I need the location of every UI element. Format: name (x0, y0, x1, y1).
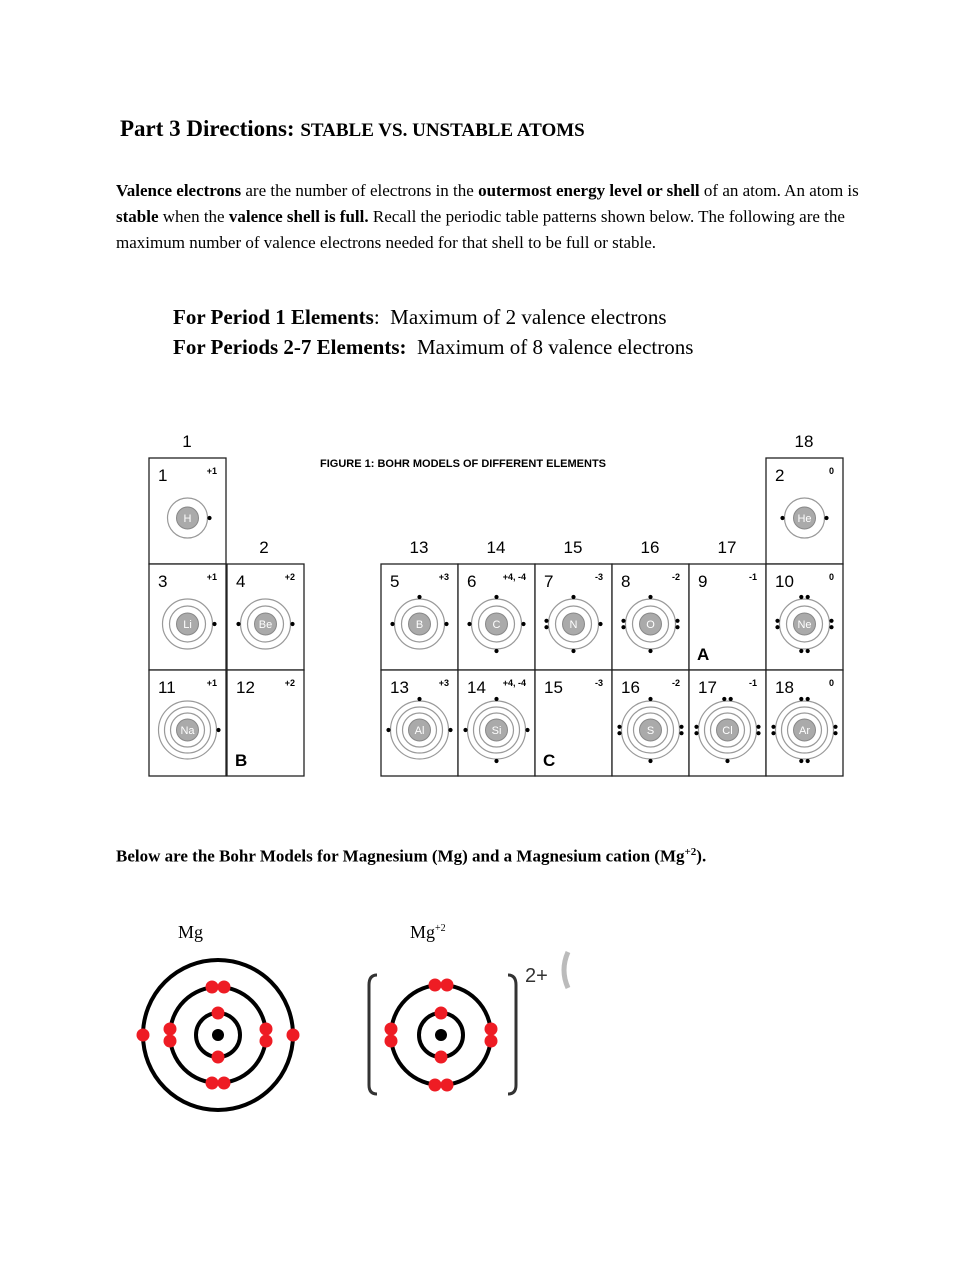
atomic-number: 3 (158, 572, 168, 591)
atomic-number: 5 (390, 572, 400, 591)
electron (617, 725, 621, 729)
rule-text: Maximum of 2 valence electrons (379, 305, 667, 329)
electron (386, 728, 390, 732)
element-cell (149, 670, 226, 776)
electron (571, 649, 575, 653)
electron (648, 697, 652, 701)
element-symbol: B (415, 619, 424, 631)
element-cell (381, 564, 458, 670)
element-symbol: Na (180, 725, 195, 737)
ion-charge: 2+ (525, 965, 548, 987)
element-symbol: C (492, 619, 501, 631)
mg-intro-sup: +2 (684, 846, 697, 858)
electron (525, 728, 529, 732)
charge-label: -1 (748, 572, 757, 582)
group-label: 2 (259, 538, 269, 557)
element-cell (227, 670, 304, 776)
electron (833, 725, 837, 729)
electron (729, 697, 733, 701)
electron (218, 981, 231, 994)
element-cell (535, 564, 612, 670)
electron (756, 731, 760, 735)
electron (463, 728, 467, 732)
charge-label: 0 (828, 572, 834, 582)
electron (694, 731, 698, 735)
term-full-shell: valence shell is full. (228, 207, 369, 226)
element-cell (458, 670, 535, 776)
electron (756, 725, 760, 729)
text-run: are the number of electrons in the (241, 181, 479, 200)
text-run: when the (158, 207, 229, 226)
atomic-number: 12 (236, 678, 255, 697)
electron (385, 1035, 398, 1048)
electron (212, 622, 216, 626)
electron (833, 731, 837, 735)
group-label: 15 (563, 538, 583, 557)
element-symbol: Si (491, 725, 502, 737)
electron (799, 649, 803, 653)
title-subtitle: STABLE VS. UNSTABLE ATOMS (300, 120, 585, 141)
mg-intro-end: ). (696, 846, 707, 866)
atomic-number: 10 (775, 572, 794, 591)
electron (435, 1051, 448, 1064)
rule-sep: : (373, 305, 380, 329)
element-symbol: O (646, 619, 655, 631)
electron (429, 1079, 442, 1092)
atomic-number: 1 (158, 466, 168, 485)
nucleus (212, 1029, 224, 1041)
electron (444, 622, 448, 626)
electron (260, 1023, 273, 1036)
electron (206, 1077, 219, 1090)
electron (621, 619, 625, 623)
element-symbol: Ar (799, 725, 810, 737)
title-prefix: Part 3 Directions: (120, 116, 295, 141)
element-symbol: Be (258, 619, 273, 631)
element-cell (689, 564, 766, 670)
element-symbol: Al (414, 725, 425, 737)
electron (467, 622, 471, 626)
charge-label: -3 (594, 678, 603, 688)
atomic-number: 16 (621, 678, 640, 697)
group-label: 17 (717, 538, 737, 557)
element-symbol: Cl (722, 725, 733, 737)
electron (806, 759, 810, 763)
electron (164, 1035, 177, 1048)
element-symbol: N (569, 619, 578, 631)
electron (260, 1035, 273, 1048)
electron (799, 759, 803, 763)
electron (287, 1029, 300, 1042)
element-cell (381, 670, 458, 776)
electron (485, 1035, 498, 1048)
electron (435, 1007, 448, 1020)
electron (648, 595, 652, 599)
charge-label: +2 (284, 678, 295, 688)
mg-intro-text: Below are the Bohr Models for Magnesium (Mg) and a Magnesium cation (Mg (116, 846, 685, 866)
element-cell (689, 670, 766, 776)
atomic-number: 18 (775, 678, 794, 697)
electron (571, 595, 575, 599)
element-cell (766, 458, 843, 564)
mg-ion-model (385, 979, 498, 1092)
electron (164, 1023, 177, 1036)
element-symbol: He (797, 513, 812, 525)
element-cell (227, 564, 304, 670)
charge-label: +3 (438, 572, 449, 582)
electron (775, 619, 779, 623)
charge-label: -3 (594, 572, 603, 582)
atomic-number: 11 (158, 678, 176, 697)
term-outer-shell: outermost energy level or shell (478, 181, 700, 200)
left-bracket (369, 975, 377, 1094)
electron (417, 595, 421, 599)
mg-ion-label-sup: +2 (435, 923, 446, 934)
charge-label: +2 (284, 572, 295, 582)
electron (385, 1023, 398, 1036)
electron (771, 731, 775, 735)
electron (806, 595, 810, 599)
cell-letter: A (697, 645, 710, 664)
electron (725, 759, 729, 763)
mg-label: Mg (178, 922, 204, 942)
cell-letter: C (543, 751, 556, 770)
electron (216, 728, 220, 732)
electron (494, 697, 498, 701)
charge-label: 0 (828, 678, 834, 688)
atomic-number: 17 (698, 678, 717, 697)
group-label: 14 (486, 538, 506, 557)
electron (829, 619, 833, 623)
charge-label: +4, -4 (502, 678, 526, 688)
mg-bohr-models (0, 940, 979, 1130)
electron (521, 622, 525, 626)
atomic-number: 15 (544, 678, 563, 697)
charge-label: +3 (438, 678, 449, 688)
group-label: 16 (640, 538, 660, 557)
electron (448, 728, 452, 732)
electron (417, 697, 421, 701)
electron (212, 1051, 225, 1064)
electron (494, 649, 498, 653)
rule-label: For Periods 2-7 Elements: (173, 335, 407, 359)
electron (799, 595, 803, 599)
group-label: 13 (409, 538, 429, 557)
element-symbol: Li (183, 619, 192, 631)
electron (544, 625, 548, 629)
electron (206, 981, 219, 994)
mg-atom-model (137, 960, 300, 1110)
charge-label: +1 (206, 572, 217, 582)
figure-title: FIGURE 1: BOHR MODELS OF DIFFERENT ELEMENTS (320, 458, 607, 470)
charge-label: +1 (206, 678, 217, 688)
electron (780, 516, 784, 520)
charge-label: -2 (671, 678, 680, 688)
electron (675, 625, 679, 629)
electron (212, 1007, 225, 1020)
electron (485, 1023, 498, 1036)
rule-text: Maximum of 8 valence electrons (406, 335, 694, 359)
electron (799, 697, 803, 701)
right-bracket (508, 975, 516, 1094)
electron (218, 1077, 231, 1090)
atomic-number: 6 (467, 572, 477, 591)
charge-label: -2 (671, 572, 680, 582)
electron (441, 979, 454, 992)
element-symbol: H (183, 513, 192, 525)
group-label: 1 (182, 432, 192, 451)
mg-ion-label-text: Mg (410, 922, 436, 942)
electron (829, 625, 833, 629)
element-cell (612, 564, 689, 670)
electron (494, 595, 498, 599)
electron (621, 625, 625, 629)
text-run: of an atom. An atom is (699, 181, 859, 200)
charge-label: +1 (206, 466, 217, 476)
rule-label: For Period 1 Elements (173, 305, 374, 329)
electron (137, 1029, 150, 1042)
atomic-number: 14 (467, 678, 486, 697)
atomic-number: 2 (775, 466, 785, 485)
electron (806, 697, 810, 701)
electron (806, 649, 810, 653)
electron (207, 516, 211, 520)
electron (494, 759, 498, 763)
element-cell (149, 458, 226, 564)
element-cell (612, 670, 689, 776)
electron (679, 725, 683, 729)
electron (679, 731, 683, 735)
element-cell (458, 564, 535, 670)
atomic-number: 13 (390, 678, 409, 697)
electron (429, 979, 442, 992)
electron (544, 619, 548, 623)
electron (236, 622, 240, 626)
element-symbol: Ne (797, 619, 812, 631)
term-stable: stable (116, 207, 159, 226)
electron (390, 622, 394, 626)
group-label: 18 (794, 432, 814, 451)
electron (648, 759, 652, 763)
electron (675, 619, 679, 623)
electron (598, 622, 602, 626)
text-run: Recall the periodic table patterns shown below. The following are the maximum number of valence electrons needed for that shell to be full or stable. (116, 207, 845, 252)
electron (771, 725, 775, 729)
mg-intro (116, 846, 706, 867)
charge-label: -1 (748, 678, 757, 688)
atomic-number: 9 (698, 572, 708, 591)
charge-label: +4, -4 (502, 572, 526, 582)
electron (617, 731, 621, 735)
term-valence: Valence electrons (116, 181, 242, 200)
element-cell (535, 670, 612, 776)
element-cell (766, 670, 843, 776)
element-symbol: S (646, 725, 655, 737)
electron (441, 1079, 454, 1092)
element-cell (766, 564, 843, 670)
electron (775, 625, 779, 629)
element-cell (149, 564, 226, 670)
electron (290, 622, 294, 626)
electron (694, 725, 698, 729)
nucleus (435, 1029, 447, 1041)
electron (648, 649, 652, 653)
charge-label: 0 (828, 466, 834, 476)
atomic-number: 8 (621, 572, 631, 591)
atomic-number: 7 (544, 572, 554, 591)
atomic-number: 4 (236, 572, 246, 591)
cropped-edge (564, 952, 568, 988)
electron (824, 516, 828, 520)
electron (722, 697, 726, 701)
cell-letter: B (235, 751, 248, 770)
